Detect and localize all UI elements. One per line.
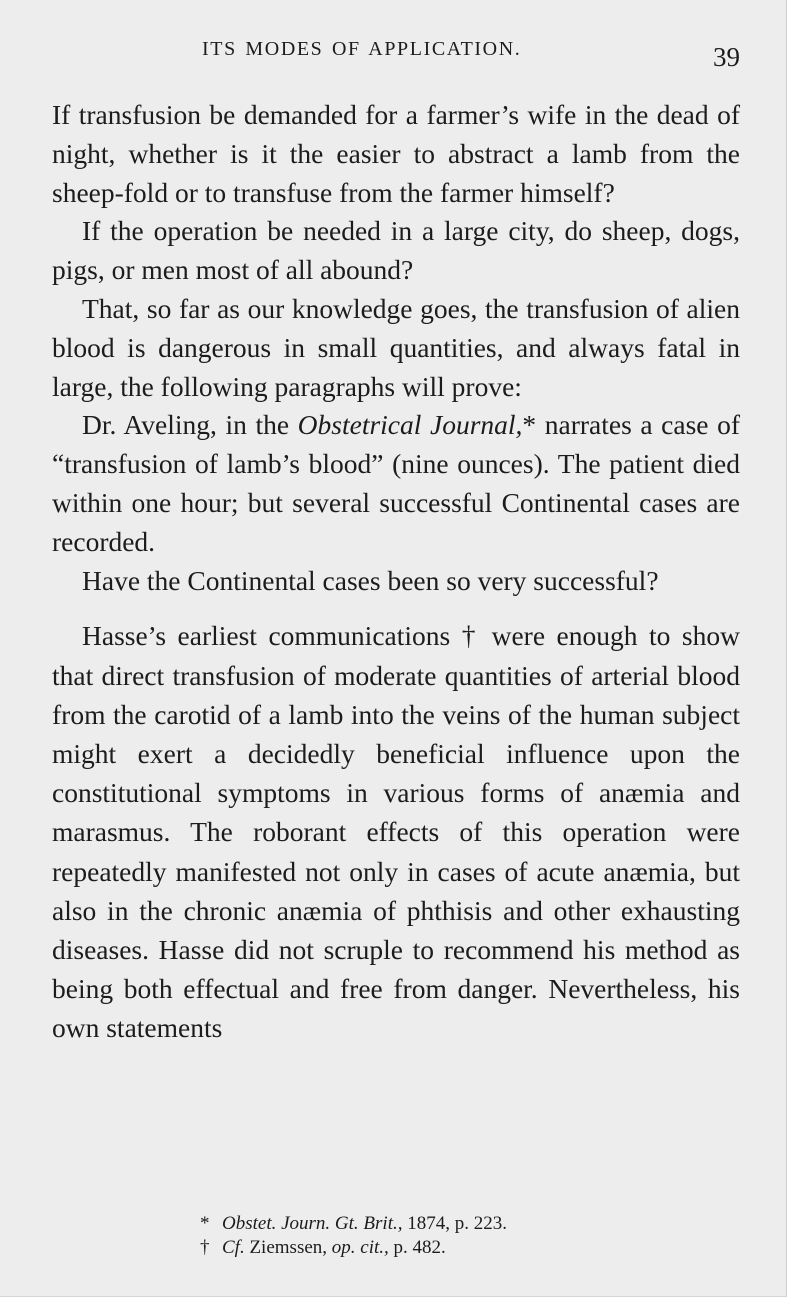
footnote-1 <box>200 1212 507 1236</box>
paragraph-aveling <box>52 406 740 561</box>
paragraph-large-city: If the operation be needed in a large city, do sheep, dogs, pigs, or men most of all abound? <box>52 215 740 286</box>
paragraph-continental-cases: Have the Continental cases been so very successful? <box>82 564 659 596</box>
running-head <box>52 34 740 74</box>
paragraph-farmers-wife: If transfusion be demanded for a farmer’s wife in the dead of night, whether is it the easier to abstract a lamb from the sheep-fold or to transfuse from the farmer himself? <box>52 99 740 208</box>
footnote-2-author: Ziemssen, <box>244 1237 332 1258</box>
paragraph-alien-blood: That, so far as our knowledge goes, the transfusion of alien blood is dangerous in small quantities, and always fatal in large, the following paragraphs will prove: <box>52 292 740 402</box>
footnote-2-opcit: op. cit., <box>331 1237 389 1258</box>
page-number: 39 <box>713 42 740 72</box>
aveling-text-after: * narrates a case of “transfusion of lamb’s blood” (nine ounces). The patient died within one hour; but several successful Continental cases are recorded. <box>52 409 740 557</box>
footnote-2-cf: Cf. <box>222 1237 245 1258</box>
running-title: ITS MODES OF APPLICATION. <box>202 38 522 60</box>
body-text <box>52 96 740 1048</box>
footnote-1-source: Obstet. Journ. Gt. Brit., <box>222 1213 403 1234</box>
footnotes <box>200 1212 507 1260</box>
journal-title: Obstetrical Journal, <box>297 409 523 441</box>
footnote-1-rest: 1874, p. 223. <box>402 1213 507 1234</box>
paragraph-hasse: Hasse’s earliest communications † were enough to show that direct transfusion of moderate quantities of arterial blood from the carotid of a lamb into the veins of the human subject might exert a decidedly beneficial influence upon the constitutional symptoms in various forms of anæmia and marasmus. The roborant effects of this operation were repeatedly manifested not only in cases of acute anæmia, but also in the chronic anæmia of phthisis and other exhausting diseases. Hasse did not scruple to recommend his method as being both effectual and free from danger. Nevertheless, his own statements <box>52 620 740 1044</box>
footnote-2-mark: † <box>200 1237 210 1258</box>
footnote-2-rest: p. 482. <box>388 1237 446 1258</box>
footnote-2 <box>200 1236 507 1260</box>
footnote-1-mark: * <box>200 1213 210 1234</box>
aveling-text-before: Dr. Aveling, in the <box>82 409 298 441</box>
